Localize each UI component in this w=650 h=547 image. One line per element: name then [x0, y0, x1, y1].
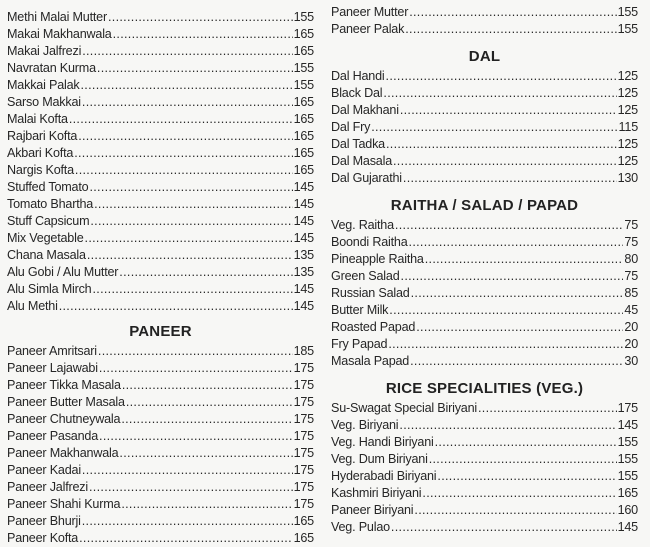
section-heading-dal: DAL	[468, 48, 501, 65]
menu-item-name: Stuffed Tomato	[7, 180, 89, 194]
menu-item-price: 165	[293, 95, 314, 109]
dot-leader	[435, 434, 617, 451]
menu-item-name: Chana Masala	[7, 248, 86, 262]
dot-leader	[87, 247, 293, 264]
dot-leader	[414, 502, 616, 519]
menu-item-name: Veg. Dum Biriyani	[331, 452, 428, 466]
menu-item-price: 30	[624, 354, 638, 368]
dot-leader	[383, 85, 616, 102]
menu-item	[7, 428, 314, 445]
dot-leader	[82, 43, 292, 60]
dot-leader	[98, 343, 293, 360]
menu-item-name: Veg. Biriyani	[331, 418, 399, 432]
menu-item-price: 155	[293, 61, 314, 75]
menu-item-price: 20	[624, 320, 638, 334]
menu-item-price: 175	[293, 378, 314, 392]
menu-item-price: 145	[293, 299, 314, 313]
menu-item	[331, 302, 638, 319]
menu-item	[331, 400, 638, 417]
menu-item-price: 145	[293, 214, 314, 228]
menu-item-price: 145	[293, 197, 314, 211]
menu-item-price: 20	[624, 337, 638, 351]
dot-leader	[108, 9, 293, 26]
dot-leader	[403, 170, 617, 187]
menu-item-name: Masala Papad	[331, 354, 410, 368]
paneer-list	[7, 343, 314, 547]
menu-item-name: Paneer Palak	[331, 22, 405, 36]
menu-item-name: Dal Makhani	[331, 103, 399, 117]
menu-item-name: Paneer Chutneywala	[7, 412, 121, 426]
menu-item	[7, 513, 314, 530]
dot-leader	[82, 94, 293, 111]
dot-leader	[416, 319, 623, 336]
menu-item	[331, 251, 638, 268]
menu-item-name: Dal Handi	[331, 69, 385, 83]
menu-item	[331, 119, 638, 136]
menu-item-name: Paneer Biriyani	[331, 503, 414, 517]
raitha-salad-papad-list	[331, 217, 638, 370]
menu-item-price: 75	[624, 218, 638, 232]
dot-leader	[410, 353, 623, 370]
dot-leader	[92, 281, 292, 298]
menu-item-name: Stuff Capsicum	[7, 214, 90, 228]
dot-leader	[401, 268, 624, 285]
dot-leader	[79, 530, 292, 547]
dot-leader	[97, 60, 293, 77]
menu-item-name: Dal Gujarathi	[331, 171, 402, 185]
menu-item-price: 125	[617, 103, 638, 117]
menu-item-name: Veg. Handi Biriyani	[331, 435, 434, 449]
dot-leader	[478, 400, 617, 417]
menu-item	[331, 434, 638, 451]
menu-item	[7, 9, 314, 26]
dot-leader	[122, 377, 293, 394]
menu-item-name: Paneer Pasanda	[7, 429, 99, 443]
menu-item-price: 155	[617, 22, 638, 36]
dot-leader	[89, 179, 292, 196]
menu-item-price: 135	[293, 265, 314, 279]
menu-item-name: Boondi Raitha	[331, 235, 408, 249]
menu-item-price: 175	[293, 497, 314, 511]
menu-item	[331, 136, 638, 153]
menu-item-price: 130	[617, 171, 638, 185]
menu-item-price: 165	[293, 112, 314, 126]
menu-item-price: 165	[293, 27, 314, 41]
dot-leader	[429, 451, 617, 468]
menu-item	[331, 102, 638, 119]
menu-item-name: Veg. Raitha	[331, 218, 394, 232]
menu-item-name: Paneer Jalfrezi	[7, 480, 88, 494]
menu-item-price: 185	[293, 344, 314, 358]
menu-item-name: Veg. Pulao	[331, 520, 390, 534]
dot-leader	[113, 26, 293, 43]
dot-leader	[400, 102, 617, 119]
menu-item	[7, 377, 314, 394]
menu-item-name: Makkai Palak	[7, 78, 80, 92]
menu-item-name: Dal Tadka	[331, 137, 385, 151]
menu-item-price: 175	[617, 401, 638, 415]
menu-item-price: 165	[293, 163, 314, 177]
menu-item-name: Alu Simla Mirch	[7, 282, 92, 296]
menu-item-name: Paneer Tikka Masala	[7, 378, 121, 392]
dot-leader	[126, 394, 293, 411]
section-heading-rice-specialities: RICE SPECIALITIES (VEG.)	[385, 380, 584, 397]
dot-leader	[389, 302, 623, 319]
menu-item-price: 175	[293, 395, 314, 409]
menu-item-price: 175	[293, 463, 314, 477]
menu-item-price: 175	[293, 361, 314, 375]
menu-item-name: Black Dal	[331, 86, 383, 100]
menu-item-name: Paneer Kofta	[7, 531, 79, 545]
dot-leader	[82, 462, 293, 479]
menu-item-name: Paneer Mutter	[331, 5, 409, 19]
menu-item	[331, 502, 638, 519]
dot-leader	[395, 217, 623, 234]
menu-item	[7, 360, 314, 377]
menu-item-name: Alu Methi	[7, 299, 58, 313]
menu-item	[7, 530, 314, 547]
dot-leader	[422, 485, 616, 502]
menu-item	[7, 111, 314, 128]
menu-item	[7, 394, 314, 411]
menu-item-price: 145	[293, 180, 314, 194]
menu-item	[331, 451, 638, 468]
menu-item-name: Paneer Butter Masala	[7, 395, 125, 409]
dot-leader	[99, 360, 293, 377]
menu-item-price: 175	[293, 429, 314, 443]
dot-leader	[69, 111, 293, 128]
dot-leader	[82, 513, 293, 530]
menu-item-price: 175	[293, 480, 314, 494]
paneer-continued-list	[331, 4, 638, 38]
menu-item-price: 165	[293, 531, 314, 545]
menu-item-name: Sarso Makkai	[7, 95, 81, 109]
menu-item	[7, 213, 314, 230]
menu-item	[7, 281, 314, 298]
menu-item-name: Paneer Kadai	[7, 463, 81, 477]
menu-item	[7, 145, 314, 162]
menu-item-price: 80	[624, 252, 638, 266]
dot-leader	[411, 285, 624, 302]
menu-item-name: Paneer Bhurji	[7, 514, 81, 528]
menu-item-name: Mix Vegetable	[7, 231, 84, 245]
menu-item-price: 125	[617, 86, 638, 100]
menu-item	[7, 162, 314, 179]
dot-leader	[121, 411, 292, 428]
menu-item-price: 175	[293, 446, 314, 460]
section-heading-raitha-salad-papad: RAITHA / SALAD / PAPAD	[390, 197, 579, 214]
dal-list	[331, 68, 638, 187]
menu-item	[331, 21, 638, 38]
menu-item-price: 165	[293, 129, 314, 143]
menu-item	[331, 268, 638, 285]
menu-item-price: 145	[617, 418, 638, 432]
dot-leader	[409, 234, 624, 251]
menu-item-name: Butter Milk	[331, 303, 389, 317]
dot-leader	[89, 479, 293, 496]
dot-leader	[81, 77, 293, 94]
menu-item-price: 85	[624, 286, 638, 300]
menu-item-name: Paneer Lajawabi	[7, 361, 98, 375]
menu-item	[7, 496, 314, 513]
dot-leader	[85, 230, 293, 247]
menu-item	[7, 128, 314, 145]
menu-item-name: Dal Fry	[331, 120, 371, 134]
menu-item-price: 115	[618, 120, 638, 134]
dot-leader	[59, 298, 293, 315]
menu-item-price: 155	[617, 469, 638, 483]
menu-item-price: 155	[617, 435, 638, 449]
menu-item-name: Paneer Amritsari	[7, 344, 97, 358]
menu-item-price: 125	[617, 154, 638, 168]
menu-item-name: Malai Kofta	[7, 112, 68, 126]
menu-item	[331, 170, 638, 187]
menu-item-price: 75	[624, 235, 638, 249]
menu-item	[331, 319, 638, 336]
dot-leader	[386, 68, 617, 85]
menu-item-name: Su-Swagat Special Biriyani	[331, 401, 477, 415]
menu-item	[331, 285, 638, 302]
dot-leader	[437, 468, 616, 485]
menu-item	[7, 60, 314, 77]
menu-item	[331, 417, 638, 434]
dot-leader	[74, 145, 292, 162]
menu-item-name: Methi Malai Mutter	[7, 10, 107, 24]
menu-item	[7, 411, 314, 428]
menu-item-price: 145	[293, 231, 314, 245]
menu-item-name: Paneer Shahi Kurma	[7, 497, 121, 511]
menu-item-name: Fry Papad	[331, 337, 388, 351]
dot-leader	[391, 519, 617, 536]
menu-item	[7, 479, 314, 496]
menu-item-price: 165	[293, 146, 314, 160]
menu-item-price: 45	[624, 303, 638, 317]
menu-item	[7, 343, 314, 360]
menu-item	[331, 153, 638, 170]
rice-specialities-list	[331, 400, 638, 536]
menu-item-name: Alu Gobi / Alu Mutter	[7, 265, 119, 279]
menu-item-price: 125	[617, 69, 638, 83]
menu-item-name: Hyderabadi Biriyani	[331, 469, 437, 483]
menu-item-price: 165	[617, 486, 638, 500]
menu-item-price: 155	[293, 10, 314, 24]
menu-item-name: Green Salad	[331, 269, 400, 283]
menu-item-name: Kashmiri Biriyani	[331, 486, 422, 500]
menu-item-price: 155	[293, 78, 314, 92]
dot-leader	[78, 128, 292, 145]
menu-item	[331, 519, 638, 536]
menu-item-name: Akbari Kofta	[7, 146, 74, 160]
menu-item-name: Rajbari Kofta	[7, 129, 78, 143]
dot-leader	[75, 162, 293, 179]
dot-leader	[388, 336, 623, 353]
dot-leader	[409, 4, 616, 21]
dot-leader	[90, 213, 292, 230]
menu-item-price: 125	[617, 137, 638, 151]
menu-item	[331, 217, 638, 234]
menu-item	[7, 196, 314, 213]
menu-item-name: Makai Jalfrezi	[7, 44, 82, 58]
menu-item	[7, 94, 314, 111]
menu-column-left	[7, 9, 314, 547]
menu-item-price: 155	[617, 5, 638, 19]
menu-item	[7, 298, 314, 315]
menu-item	[7, 264, 314, 281]
menu-item	[7, 26, 314, 43]
veg-curries-list	[7, 9, 314, 315]
dot-leader	[399, 417, 616, 434]
menu-item-price: 145	[293, 282, 314, 296]
menu-item-name: Tomato Bhartha	[7, 197, 94, 211]
menu-column-right	[331, 4, 638, 536]
dot-leader	[119, 445, 292, 462]
dot-leader	[405, 21, 616, 38]
menu-item	[7, 247, 314, 264]
menu-item-name: Nargis Kofta	[7, 163, 74, 177]
menu-item-price: 165	[293, 44, 314, 58]
menu-item	[331, 4, 638, 21]
menu-item-name: Navratan Kurma	[7, 61, 96, 75]
menu-item	[331, 485, 638, 502]
menu-item	[7, 179, 314, 196]
menu-item-name: Dal Masala	[331, 154, 392, 168]
menu-item-price: 135	[293, 248, 314, 262]
menu-item	[331, 468, 638, 485]
menu-item	[331, 336, 638, 353]
dot-leader	[99, 428, 293, 445]
dot-leader	[393, 153, 617, 170]
menu-item	[7, 43, 314, 60]
menu-item-price: 165	[293, 514, 314, 528]
menu-item	[7, 230, 314, 247]
menu-item-name: Paneer Makhanwala	[7, 446, 119, 460]
dot-leader	[121, 496, 292, 513]
menu-item	[7, 462, 314, 479]
menu-item	[331, 68, 638, 85]
menu-item	[7, 77, 314, 94]
dot-leader	[371, 119, 617, 136]
menu-item-price: 75	[624, 269, 638, 283]
menu-item-name: Roasted Papad	[331, 320, 416, 334]
menu-item	[331, 234, 638, 251]
menu-item-name: Makai Makhanwala	[7, 27, 112, 41]
dot-leader	[94, 196, 292, 213]
section-heading-paneer: PANEER	[129, 323, 192, 340]
menu-item-name: Pineapple Raitha	[331, 252, 424, 266]
menu-item-price: 145	[617, 520, 638, 534]
menu-item-price: 155	[617, 452, 638, 466]
menu-item	[7, 445, 314, 462]
dot-leader	[425, 251, 624, 268]
menu-item-price: 175	[293, 412, 314, 426]
menu-item	[331, 353, 638, 370]
menu-item-name: Russian Salad	[331, 286, 410, 300]
dot-leader	[386, 136, 617, 153]
menu-item	[331, 85, 638, 102]
menu-item-price: 160	[617, 503, 638, 517]
dot-leader	[119, 264, 292, 281]
